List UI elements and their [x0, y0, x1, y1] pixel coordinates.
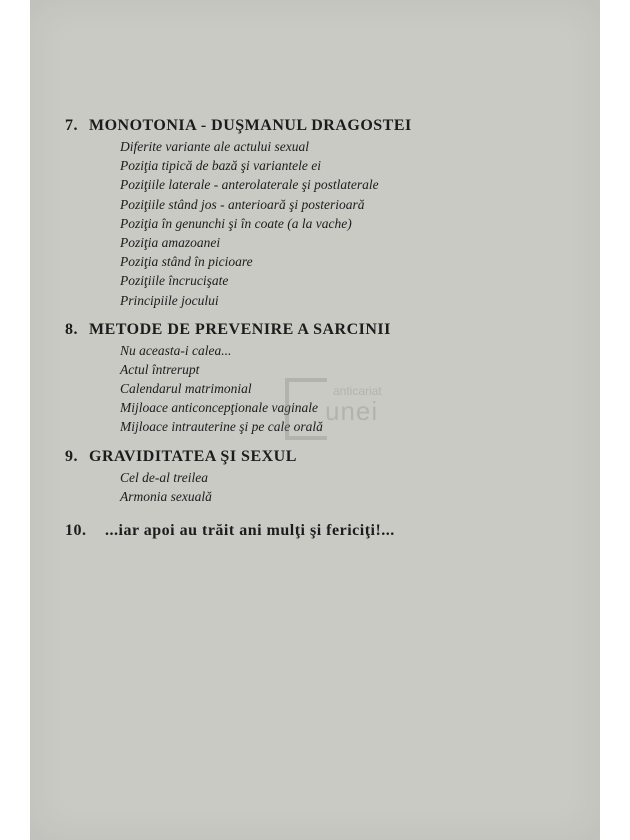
section-number: 8. — [65, 320, 78, 338]
toc-item: Principiile jocului — [120, 292, 219, 308]
toc-section-7 — [65, 115, 585, 310]
toc-item: Diferite variante ale actului sexual — [120, 139, 309, 154]
toc-item: Armonia sexuală — [120, 488, 212, 504]
toc-item: Calendarul matrimonial — [120, 381, 252, 397]
toc-item: Poziţia tipică de bază şi variantele ei — [120, 158, 321, 174]
section-heading: ...iar apoi au trăit ani mulţi şi fericiţi!... — [105, 522, 395, 539]
section-heading: MONOTONIA - DUŞMANUL DRAGOSTEI — [89, 117, 412, 134]
toc-item: Poziţia amazoanei — [120, 234, 221, 250]
table-of-contents — [65, 115, 585, 542]
toc-item: Mijloace intrauterine şi pe cale orală — [120, 419, 323, 435]
section-items — [65, 341, 585, 437]
section-title — [65, 115, 585, 137]
toc-item: Mijloace anticoncepţionale vaginale — [120, 400, 318, 416]
watermark-line-2: unei — [325, 396, 379, 426]
section-number: 10. — [65, 522, 87, 539]
section-items — [65, 468, 585, 506]
section-spacer — [65, 310, 585, 319]
watermark-line-1: anticariat — [333, 384, 382, 398]
toc-item: Poziţia stând în picioare — [120, 254, 253, 270]
section-number: 9. — [65, 447, 78, 465]
section-heading: METODE DE PREVENIRE A SARCINII — [89, 320, 391, 338]
toc-item: Poziţia în genunchi şi în coate (a la vache) — [120, 215, 352, 231]
toc-item: Poziţiile stând jos - anterioară şi posterioară — [120, 196, 365, 212]
section-items — [65, 137, 585, 310]
toc-item: Nu aceasta-i calea... — [120, 342, 232, 358]
section-heading: GRAVIDITATEA ŞI SEXUL — [89, 447, 297, 465]
section-number: 7. — [65, 117, 78, 134]
toc-item: Actul întrerupt — [120, 361, 200, 377]
book-page — [30, 0, 600, 840]
section-title — [65, 319, 585, 341]
section-title — [65, 446, 585, 468]
toc-section-9 — [65, 446, 585, 506]
toc-item: Poziţiile laterale - anterolaterale şi postlaterale — [120, 177, 379, 193]
section-title — [65, 520, 585, 542]
toc-section-10 — [65, 520, 585, 542]
section-spacer — [65, 437, 585, 446]
toc-item: Cel de-al treilea — [120, 469, 208, 485]
section-spacer — [65, 506, 585, 520]
toc-section-8 — [65, 319, 585, 437]
toc-item: Poziţiile încrucişate — [120, 273, 229, 289]
